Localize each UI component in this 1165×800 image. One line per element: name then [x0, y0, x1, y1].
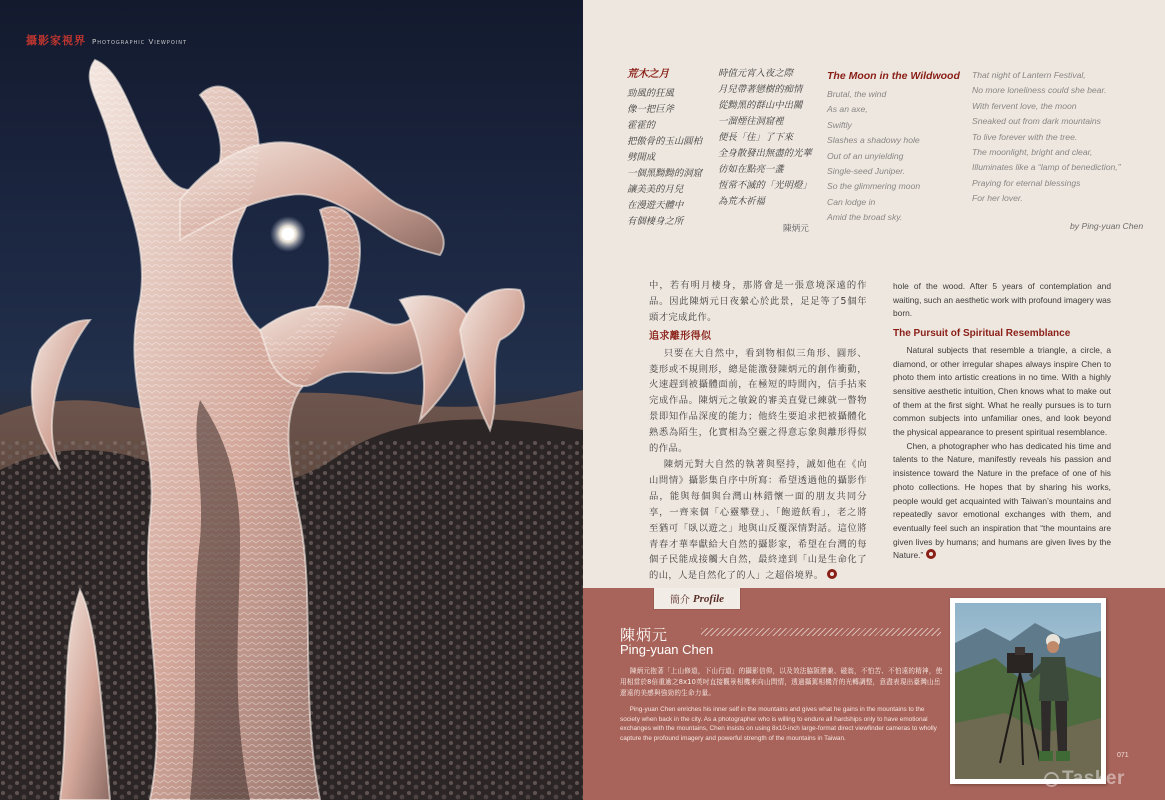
poem-line: For her lover.	[972, 193, 1023, 204]
body-paragraph: Chen, a photographer who has dedicated his time and talents to the Nature, manifestly reveals his passion and insistence toward the Nature in the preface of one of his photo collections. He hopes that by sharing his works, people would get acquainted with Taiwan’s mountains and repeatedly savor emotional exchanges with them, and eventually feel such an inspiration that “the mountains are given lives by humans; and humans are given lives by the Nature.”	[893, 440, 1111, 561]
watermark-logo-icon	[1044, 772, 1059, 787]
end-mark-icon	[827, 569, 837, 579]
decorative-hatch	[701, 628, 941, 636]
body-column-zh	[649, 278, 867, 584]
page-number: 071	[1117, 752, 1129, 759]
poem-line: Out of an unyielding	[827, 150, 904, 161]
poem-line: 恆常不滅的「光明燈」	[718, 180, 812, 191]
poem-line: Amid the broad sky.	[827, 212, 903, 223]
poem-zh-title: 荒木之月	[627, 68, 669, 80]
poem-line: 劈開成	[627, 152, 656, 163]
body-paragraph: 陳炳元對大自然的執著與堅持，誠如他在《向山問情》攝影集自序中所寫：希望透過他的攝影作品，能與每個與台灣山林錯懷一面的朋友共同分享，一齊來個「心靈攀登」、「飽遊飫看」，老之將至猶可「臥以遊之」地與山反覆深情對話。這位將青春才華奉獻給大自然的攝影家，希望在台灣的每個子民能成接觸大自然，最終達到「山是生命化了的山，人是自然化了的人」之超俗境界。	[649, 458, 867, 582]
profile-text-zh: 陳炳元抱著「上山修道，下山行道」的攝影信仰，以及效法脇阪勝兼、磁翁，不怕苦、不怕遠的精神，使用相當於8倍重逾之8x10英吋直接觀景相機來向山問情，透過攝駕相機背的光轉調整，意盡表現出臺灣山岳遼遠的美感與強勁的生命力量。	[620, 667, 943, 697]
poem-line: 把傲骨的玉山圓柏	[627, 136, 703, 147]
poem-line: 一個黑黝黝的洞窟	[627, 168, 703, 179]
poem-line: 時值元宵入夜之際	[718, 68, 794, 79]
poem-line: That night of Lantern Festival,	[972, 70, 1086, 80]
poem-line: Sneaked out from dark mountains	[972, 116, 1101, 127]
poem-line: Single-seed Juniper.	[827, 166, 906, 177]
poem-line: 霍霍的	[627, 120, 656, 131]
profile-tab-zh: 簡介	[669, 595, 690, 606]
poem-line: 為荒木祈福	[718, 196, 765, 207]
poem-line: To live forever with the tree.	[972, 131, 1078, 142]
end-mark-icon	[926, 549, 936, 559]
profile-name-zh: 陳炳元	[620, 626, 669, 644]
section-heading-zh: 追求離形得似	[649, 330, 712, 342]
poem-zh-col2	[718, 66, 828, 210]
poem-line: No more loneliness could she bear.	[972, 85, 1107, 96]
portrait-photo	[955, 603, 1101, 779]
poem-line: 從黝黑的群山中出關	[718, 100, 803, 111]
body-paragraph: 中，若有明月棲身，那將會是一張意境深遠的作品。因此陳炳元日夜縈心於此景，足足等了5個年頭才完成此作。	[649, 280, 867, 323]
poem-en-col2	[972, 68, 1152, 207]
body-paragraph: hole of the wood. After 5 years of contemplation and waiting, such an aesthetic work with profound imagery was born.	[893, 281, 1111, 319]
body-paragraph: Natural subjects that resemble a triangle, a circle, a diamond, or other irregular shapes always inspire Chen to photo them into artistic creations in no time. With a highly sensitive aesthetic intuition, Chen knows what to make out of them at the first sight. What he really pursues is to turn common subjects into unfamiliar ones, and look beyond the physical appearance to present spiritual resemblance.	[893, 344, 1111, 438]
poem-line: 月兒帶著戀樹的痴情	[718, 84, 803, 95]
poem-author-en: by Ping-yuan Chen	[1070, 221, 1144, 231]
poem-line: Slashes a shadowy hole	[827, 135, 920, 146]
poem-zh-col1	[627, 66, 719, 230]
poem-line: Praying for eternal blessings	[972, 177, 1081, 188]
poem-line: As an axe,	[827, 104, 868, 115]
photographer-portrait	[950, 598, 1106, 784]
poem-author-zh: 陳炳元	[783, 224, 809, 234]
poem-line: The moonlight, bright and clear,	[972, 147, 1093, 158]
profile-tab	[653, 588, 741, 610]
poem-line: Can lodge in	[827, 196, 876, 207]
poem-line: 一溜煙往洞窟裡	[718, 116, 784, 127]
poem-line: Illuminates like a “lamp of benediction,”	[972, 162, 1121, 173]
poem-line: 彷如在點亮一盞	[718, 164, 784, 175]
text-page	[583, 0, 1165, 800]
poem-en-title: The Moon in the Wildwood	[827, 70, 960, 82]
section-heading-en: The Pursuit of Spiritual Resemblance	[893, 328, 1071, 340]
poem-line: 全身散發出無盡的光華	[718, 148, 812, 159]
poem-line: Swiftly	[827, 119, 852, 130]
section-title-en: Photographic Viewpoint	[92, 38, 188, 46]
poem-line: Brutal, the wind	[827, 89, 887, 99]
body-paragraph: 只要在大自然中，看到物相似三角形、圓形、菱形或不規則形，總是能激發陳炳元的創作衝動，火速趕到被攝體面前，在極短的時間內，信手拈來完成作品。陳炳元之敏銳的審美直覺已練就一瞥物景即知作品深度的能力；他終生要追求把被攝體化熟悉為陌生，化實相為空靈之得意忘象與離形得似的作品。	[649, 347, 867, 455]
poem-line: 便長「住」了下來	[718, 132, 794, 143]
section-title-zh: 攝影家視界	[26, 34, 86, 47]
poem-line: 讓美美的月兒	[627, 184, 684, 195]
poem-line: With fervent love, the moon	[972, 100, 1077, 111]
poem-line: 像一把巨斧	[627, 104, 674, 115]
body-column-en	[893, 280, 1111, 563]
poem-line: 勁風的狂風	[627, 88, 674, 99]
poem-en-col1	[827, 68, 967, 226]
profile-text-en: Ping-yuan Chen enriches his inner self in the mountains and gives what he gains in the mountains to the society when back in the city. As a photographer who is willing to endure all hardships only to have emotional exchanges with the mountains, Chen insists on using 8x10-inch large-format direct viewfinder cameras to wholly capture the profound imagery and powerful strength of the mountains in Taiwan.	[620, 706, 937, 742]
profile-tab-en: Profile	[692, 592, 725, 605]
profile-name-en: Ping-yuan Chen	[620, 642, 714, 657]
poem-line: 在漫遊天體中	[627, 200, 684, 211]
section-header	[26, 32, 187, 48]
poem-line: So the glimmering moon	[827, 181, 921, 192]
watermark: Tasker	[1062, 768, 1125, 789]
poem-line: 有個棲身之所	[627, 216, 684, 227]
